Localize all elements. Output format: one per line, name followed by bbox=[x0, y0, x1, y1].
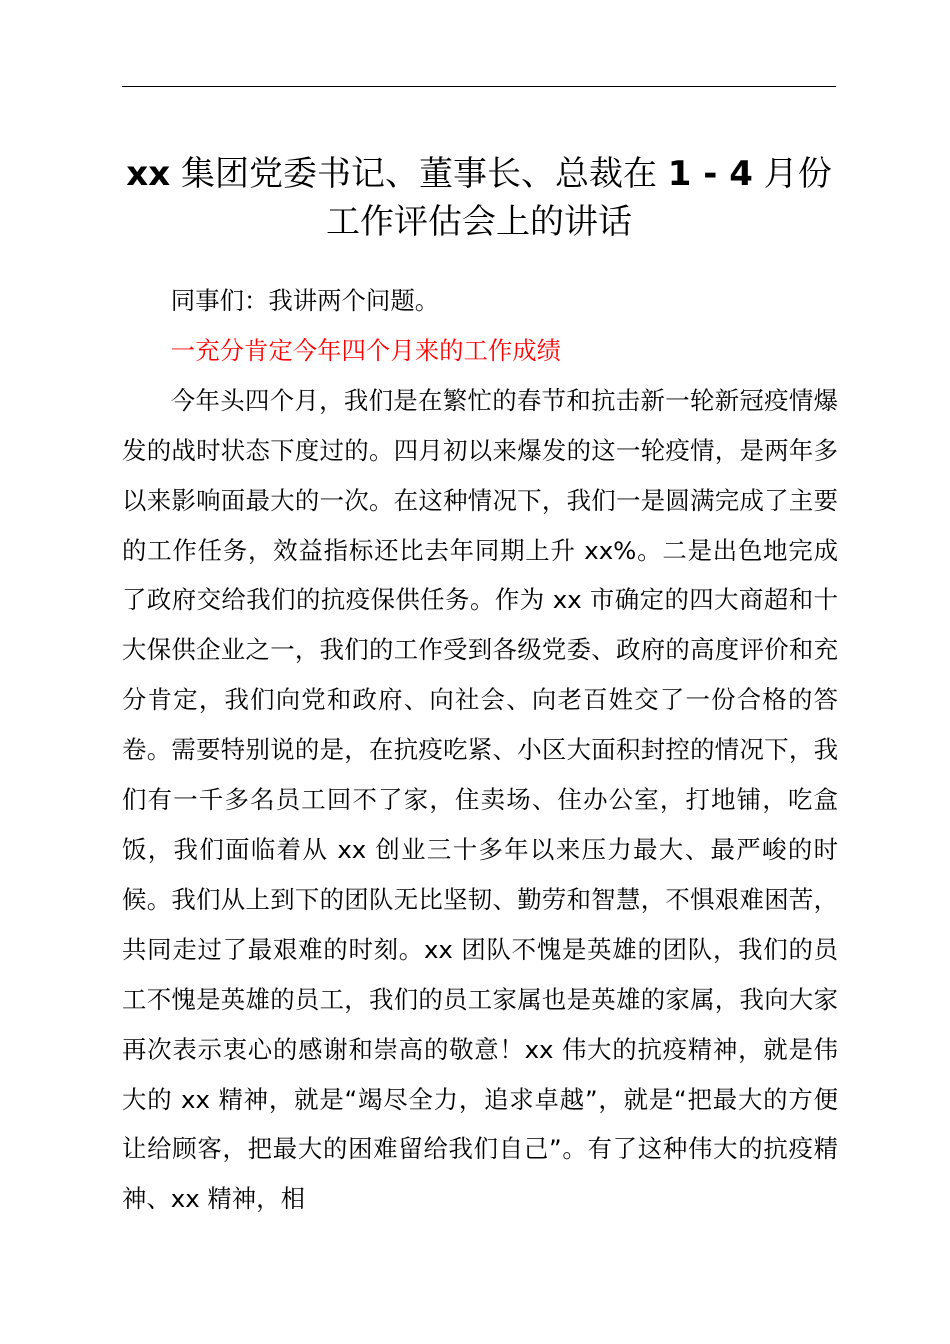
document-title bbox=[110, 150, 848, 246]
paragraph: 今年头四个月，我们是在繁忙的春节和抗击新一轮新冠疫情爆发的战时状态下度过的。四月初以来爆发的这一轮疫情，是两年多以来影响面最大的一次。在这种情况下，我们一是圆满完成了主要的工作任务，效益指标还比去年同期上升 xx%。二是出色地完成了政府交给我们的抗疫保供任务。作为 xx 市确定的四大商超和十大保供企业之一，我们的工作受到各级党委、政府的高度评价和充分肯定，我们向党和政府、向社会、向老百姓交了一份合格的答卷。需要特别说的是，在抗疫吃紧、小区大面积封控的情况下，我们有一千多名员工回不了家，住卖场、住办公室，打地铺，吃盒饭，我们面临着从 xx 创业三十多年以来压力最大、最严峻的时候。我们从上到下的团队无比坚韧、勤劳和智慧，不惧艰难困苦，共同走过了最艰难的时刻。xx 团队不愧是英雄的团队，我们的员工不愧是英雄的员工，我们的员工家属也是英雄的家属，我向大家再次表示衷心的感谢和崇高的敬意！xx 伟大的抗疫精神，就是伟大的 xx 精神，就是“竭尽全力，追求卓越”，就是“把最大的方便让给顾客，把最大的困难留给我们自己”。有了这种伟大的抗疫精神、xx 精神，相 bbox=[122, 385, 838, 1214]
greeting: 同事们：我讲两个问题。 bbox=[170, 286, 440, 315]
title-suffix: 月份 bbox=[763, 154, 832, 194]
header-rule bbox=[122, 86, 836, 87]
title-prefix: xx bbox=[126, 154, 171, 194]
section-heading: 一充分肯定今年四个月来的工作成绩 bbox=[170, 335, 562, 365]
title-line-2: 工作评估会上的讲话 bbox=[326, 202, 632, 242]
document-body bbox=[122, 276, 838, 1224]
title-mid: 集团党委书记、董事长、总裁在 bbox=[180, 154, 657, 194]
title-nums: 1 - 4 bbox=[667, 154, 753, 194]
